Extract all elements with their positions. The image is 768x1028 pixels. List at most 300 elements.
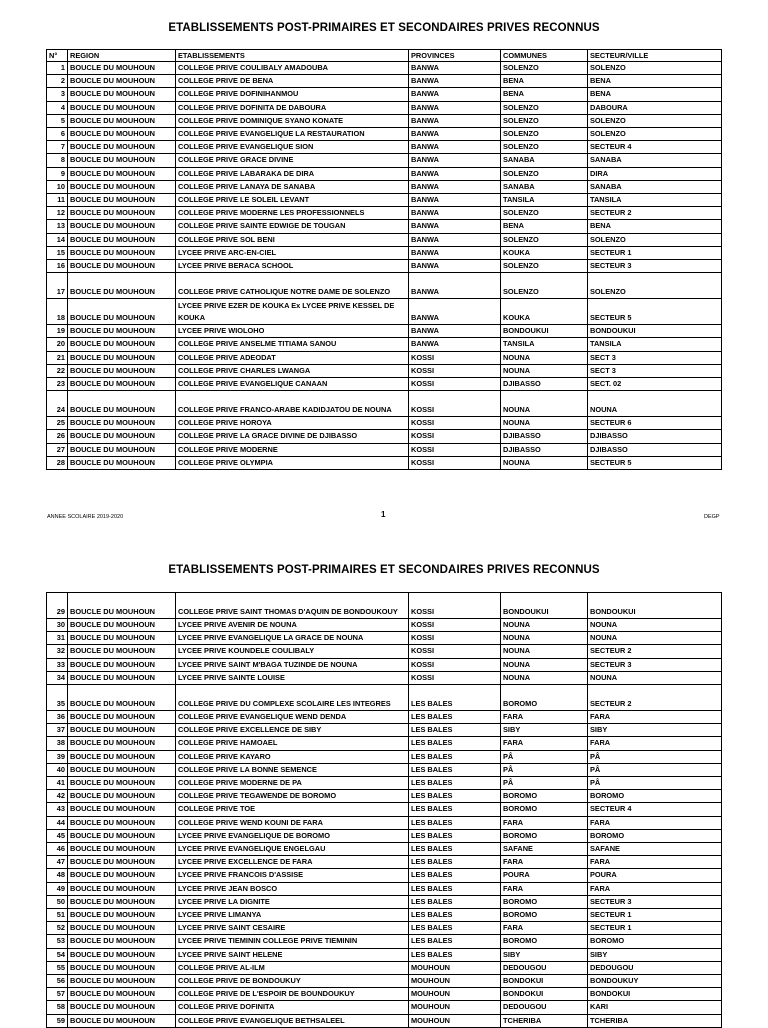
row-province: BANWA (409, 194, 501, 207)
row-region: BOUCLE DU MOUHOUN (68, 273, 176, 299)
row-region: BOUCLE DU MOUHOUN (68, 391, 176, 417)
row-sector: BONDOUKUY (588, 975, 722, 988)
row-establishment: COLLEGE PRIVE DE BONDOUKUY (176, 975, 409, 988)
row-province: KOSSI (409, 391, 501, 417)
row-establishment: COLLEGE PRIVE MODERNE DE PA (176, 777, 409, 790)
row-province: LES BALES (409, 895, 501, 908)
row-sector: DJIBASSO (588, 430, 722, 443)
table-row (47, 75, 722, 88)
row-province: LES BALES (409, 869, 501, 882)
row-commune: NOUNA (501, 364, 588, 377)
row-number: 44 (47, 816, 68, 829)
row-number: 14 (47, 233, 68, 246)
row-number: 31 (47, 632, 68, 645)
row-province: LES BALES (409, 856, 501, 869)
row-province: LES BALES (409, 724, 501, 737)
row-number: 39 (47, 750, 68, 763)
row-establishment: COLLEGE PRIVE LA GRACE DIVINE DE DJIBASSO (176, 430, 409, 443)
row-number: 28 (47, 456, 68, 469)
row-commune: PÂ (501, 750, 588, 763)
row-region: BOUCLE DU MOUHOUN (68, 1014, 176, 1027)
row-number: 2 (47, 75, 68, 88)
row-establishment: COLLEGE PRIVE TEGAWENDE DE BOROMO (176, 790, 409, 803)
row-number: 20 (47, 338, 68, 351)
row-number: 54 (47, 948, 68, 961)
table-row (47, 935, 722, 948)
row-number: 56 (47, 975, 68, 988)
row-province: BANWA (409, 338, 501, 351)
row-sector: BOROMO (588, 935, 722, 948)
footer-school-year: ANNEE SCOLAIRE 2019-2020 (47, 514, 124, 520)
table-row (47, 351, 722, 364)
row-commune: SOLENZO (501, 273, 588, 299)
row-province: KOSSI (409, 351, 501, 364)
row-number: 19 (47, 325, 68, 338)
row-province: MOUHOUN (409, 961, 501, 974)
row-region: BOUCLE DU MOUHOUN (68, 803, 176, 816)
row-province: BANWA (409, 260, 501, 273)
row-establishment: COLLEGE PRIVE TOE (176, 803, 409, 816)
row-commune: TANSILA (501, 194, 588, 207)
row-sector: SOLENZO (588, 128, 722, 141)
row-establishment: LYCEE PRIVE SAINT HELENE (176, 948, 409, 961)
row-commune: DJIBASSO (501, 430, 588, 443)
row-province: BANWA (409, 75, 501, 88)
row-establishment: COLLEGE PRIVE LA BONNE SEMENCE (176, 763, 409, 776)
row-province: KOSSI (409, 658, 501, 671)
row-number: 45 (47, 829, 68, 842)
row-number: 49 (47, 882, 68, 895)
row-region: BOUCLE DU MOUHOUN (68, 763, 176, 776)
row-region: BOUCLE DU MOUHOUN (68, 593, 176, 619)
row-province: MOUHOUN (409, 988, 501, 1001)
row-commune: DEDOUGOU (501, 961, 588, 974)
table-body-page-2 (47, 593, 722, 1028)
row-province: BANWA (409, 207, 501, 220)
row-commune: SOLENZO (501, 167, 588, 180)
row-establishment: COLLEGE PRIVE DOFINITA (176, 1001, 409, 1014)
row-establishment: COLLEGE PRIVE CATHOLIQUE NOTRE DAME DE SOLENZO (176, 273, 409, 299)
row-region: BOUCLE DU MOUHOUN (68, 988, 176, 1001)
row-region: BOUCLE DU MOUHOUN (68, 829, 176, 842)
row-number: 59 (47, 1014, 68, 1027)
row-commune: SOLENZO (501, 101, 588, 114)
row-region: BOUCLE DU MOUHOUN (68, 180, 176, 193)
row-establishment: COLLEGE PRIVE LE SOLEIL LEVANT (176, 194, 409, 207)
row-region: BOUCLE DU MOUHOUN (68, 62, 176, 75)
row-region: BOUCLE DU MOUHOUN (68, 935, 176, 948)
row-province: BANWA (409, 101, 501, 114)
row-region: BOUCLE DU MOUHOUN (68, 869, 176, 882)
row-sector: SECT 3 (588, 351, 722, 364)
row-sector: FARA (588, 711, 722, 724)
row-sector: NOUNA (588, 619, 722, 632)
row-province: MOUHOUN (409, 1014, 501, 1027)
row-establishment: COLLEGE PRIVE DU COMPLEXE SCOLAIRE LES INTEGRES (176, 685, 409, 711)
table-row (47, 207, 722, 220)
row-commune: FARA (501, 922, 588, 935)
table-header-row (47, 50, 722, 62)
row-number: 25 (47, 417, 68, 430)
row-sector: SECT. 02 (588, 378, 722, 391)
row-establishment: LYCEE PRIVE SAINT CESAIRE (176, 922, 409, 935)
row-number: 12 (47, 207, 68, 220)
table-row (47, 869, 722, 882)
row-establishment: COLLEGE PRIVE GRACE DIVINE (176, 154, 409, 167)
row-establishment: COLLEGE PRIVE EVANGELIQUE BETHSALEEL (176, 1014, 409, 1027)
table-row (47, 417, 722, 430)
table-row (47, 88, 722, 101)
row-sector: DABOURA (588, 101, 722, 114)
row-establishment: COLLEGE PRIVE DOMINIQUE SYANO KONATE (176, 114, 409, 127)
row-number: 5 (47, 114, 68, 127)
row-province: BANWA (409, 141, 501, 154)
row-number: 27 (47, 443, 68, 456)
row-number: 1 (47, 62, 68, 75)
row-commune: TANSILA (501, 338, 588, 351)
row-province: LES BALES (409, 790, 501, 803)
row-province: LES BALES (409, 803, 501, 816)
row-sector: BENA (588, 220, 722, 233)
row-commune: SIBY (501, 948, 588, 961)
row-sector: SOLENZO (588, 273, 722, 299)
row-commune: FARA (501, 882, 588, 895)
table-body-page-1 (47, 62, 722, 470)
row-sector: NOUNA (588, 632, 722, 645)
row-establishment: LYCEE PRIVE AVENIR DE NOUNA (176, 619, 409, 632)
row-province: LES BALES (409, 685, 501, 711)
row-establishment: LYCEE PRIVE EZER DE KOUKA Ex LYCEE PRIVE KESSEL DE KOUKA (176, 299, 409, 325)
row-sector: SECTEUR 3 (588, 895, 722, 908)
row-region: BOUCLE DU MOUHOUN (68, 711, 176, 724)
row-province: LES BALES (409, 909, 501, 922)
row-number: 10 (47, 180, 68, 193)
row-region: BOUCLE DU MOUHOUN (68, 167, 176, 180)
row-commune: SANABA (501, 154, 588, 167)
row-establishment: LYCEE PRIVE ARC-EN-CIEL (176, 246, 409, 259)
table-row (47, 233, 722, 246)
row-sector: NOUNA (588, 671, 722, 684)
table-row (47, 895, 722, 908)
row-province: BANWA (409, 325, 501, 338)
row-commune: BOROMO (501, 803, 588, 816)
row-sector: SECTEUR 4 (588, 141, 722, 154)
table-row (47, 299, 722, 325)
row-establishment: COLLEGE PRIVE EXCELLENCE DE SIBY (176, 724, 409, 737)
row-commune: NOUNA (501, 391, 588, 417)
table-row (47, 948, 722, 961)
row-province: KOSSI (409, 645, 501, 658)
row-sector: PÂ (588, 763, 722, 776)
row-province: BANWA (409, 128, 501, 141)
table-row (47, 364, 722, 377)
row-region: BOUCLE DU MOUHOUN (68, 671, 176, 684)
row-sector: DEDOUGOU (588, 961, 722, 974)
row-commune: SANABA (501, 180, 588, 193)
row-sector: BONDOUKUI (588, 325, 722, 338)
row-region: BOUCLE DU MOUHOUN (68, 843, 176, 856)
row-commune: SOLENZO (501, 62, 588, 75)
row-sector: SECTEUR 3 (588, 658, 722, 671)
row-sector: FARA (588, 882, 722, 895)
row-province: BANWA (409, 273, 501, 299)
row-province: LES BALES (409, 843, 501, 856)
row-region: BOUCLE DU MOUHOUN (68, 338, 176, 351)
row-region: BOUCLE DU MOUHOUN (68, 430, 176, 443)
row-establishment: LYCEE PRIVE WIOLOHO (176, 325, 409, 338)
row-establishment: COLLEGE PRIVE DOFINIHANMOU (176, 88, 409, 101)
table-row (47, 246, 722, 259)
row-commune: BENA (501, 220, 588, 233)
row-province: BANWA (409, 62, 501, 75)
row-commune: BONDOKUI (501, 988, 588, 1001)
row-sector: BOROMO (588, 790, 722, 803)
row-region: BOUCLE DU MOUHOUN (68, 75, 176, 88)
row-number: 40 (47, 763, 68, 776)
row-sector: SECTEUR 5 (588, 299, 722, 325)
table-row (47, 843, 722, 856)
row-number: 32 (47, 645, 68, 658)
row-commune: BONDOKUI (501, 975, 588, 988)
row-commune: SOLENZO (501, 233, 588, 246)
row-sector: BENA (588, 75, 722, 88)
row-commune: BENA (501, 88, 588, 101)
row-number: 9 (47, 167, 68, 180)
row-establishment: COLLEGE PRIVE EVANGELIQUE CANAAN (176, 378, 409, 391)
row-commune: FARA (501, 816, 588, 829)
row-establishment: LYCEE PRIVE LIMANYA (176, 909, 409, 922)
row-number: 15 (47, 246, 68, 259)
row-commune: BOROMO (501, 829, 588, 842)
row-sector: TANSILA (588, 338, 722, 351)
table-row (47, 975, 722, 988)
row-commune: SOLENZO (501, 207, 588, 220)
row-commune: BOROMO (501, 685, 588, 711)
table-row (47, 443, 722, 456)
table-row (47, 114, 722, 127)
header-communes: COMMUNES (501, 50, 588, 62)
row-commune: BONDOUKUI (501, 325, 588, 338)
row-region: BOUCLE DU MOUHOUN (68, 351, 176, 364)
row-commune: SOLENZO (501, 141, 588, 154)
table-row (47, 882, 722, 895)
row-sector: BENA (588, 88, 722, 101)
table-row (47, 777, 722, 790)
table-row (47, 593, 722, 619)
table-row (47, 737, 722, 750)
row-establishment: COLLEGE PRIVE ANSELME TITIAMA SANOU (176, 338, 409, 351)
row-sector: FARA (588, 856, 722, 869)
row-establishment: LYCEE PRIVE BERACA SCHOOL (176, 260, 409, 273)
row-sector: FARA (588, 737, 722, 750)
row-commune: BOROMO (501, 909, 588, 922)
row-establishment: COLLEGE PRIVE OLYMPIA (176, 456, 409, 469)
row-province: LES BALES (409, 737, 501, 750)
row-number: 46 (47, 843, 68, 856)
table-row (47, 750, 722, 763)
row-sector: TCHERIBA (588, 1014, 722, 1027)
row-sector: SIBY (588, 724, 722, 737)
row-establishment: LYCEE PRIVE KOUNDELE COULIBALY (176, 645, 409, 658)
row-province: LES BALES (409, 882, 501, 895)
row-region: BOUCLE DU MOUHOUN (68, 922, 176, 935)
row-number: 58 (47, 1001, 68, 1014)
row-establishment: COLLEGE PRIVE KAYARO (176, 750, 409, 763)
table-row (47, 273, 722, 299)
table-row (47, 1014, 722, 1027)
schools-table-page-2 (46, 592, 722, 1028)
row-region: BOUCLE DU MOUHOUN (68, 233, 176, 246)
table-row (47, 829, 722, 842)
row-number: 34 (47, 671, 68, 684)
row-establishment: COLLEGE PRIVE HOROYA (176, 417, 409, 430)
row-establishment: LYCEE PRIVE EVANGELIQUE ENGELGAU (176, 843, 409, 856)
row-number: 43 (47, 803, 68, 816)
row-establishment: COLLEGE PRIVE AL-ILM (176, 961, 409, 974)
row-number: 18 (47, 299, 68, 325)
row-province: KOSSI (409, 671, 501, 684)
row-sector: SECTEUR 1 (588, 909, 722, 922)
table-row (47, 430, 722, 443)
row-number: 13 (47, 220, 68, 233)
row-province: MOUHOUN (409, 1001, 501, 1014)
row-number: 51 (47, 909, 68, 922)
row-number: 48 (47, 869, 68, 882)
row-commune: NOUNA (501, 658, 588, 671)
row-region: BOUCLE DU MOUHOUN (68, 816, 176, 829)
row-province: BANWA (409, 88, 501, 101)
row-region: BOUCLE DU MOUHOUN (68, 790, 176, 803)
row-establishment: COLLEGE PRIVE DOFINITA DE DABOURA (176, 101, 409, 114)
row-region: BOUCLE DU MOUHOUN (68, 961, 176, 974)
header-number: N° (47, 50, 68, 62)
row-region: BOUCLE DU MOUHOUN (68, 909, 176, 922)
row-commune: DJIBASSO (501, 378, 588, 391)
row-number: 35 (47, 685, 68, 711)
row-province: LES BALES (409, 816, 501, 829)
row-sector: SECTEUR 4 (588, 803, 722, 816)
row-region: BOUCLE DU MOUHOUN (68, 619, 176, 632)
row-province: KOSSI (409, 456, 501, 469)
row-commune: SOLENZO (501, 260, 588, 273)
row-sector: PÂ (588, 777, 722, 790)
footer-page-number: 1 (381, 510, 386, 519)
row-region: BOUCLE DU MOUHOUN (68, 632, 176, 645)
row-province: KOSSI (409, 632, 501, 645)
row-province: KOSSI (409, 593, 501, 619)
row-sector: SAFANE (588, 843, 722, 856)
row-commune: BOROMO (501, 895, 588, 908)
row-number: 6 (47, 128, 68, 141)
row-establishment: LYCEE PRIVE SAINTE LOUISE (176, 671, 409, 684)
row-commune: NOUNA (501, 619, 588, 632)
row-province: BANWA (409, 299, 501, 325)
row-sector: FARA (588, 816, 722, 829)
row-number: 8 (47, 154, 68, 167)
row-number: 42 (47, 790, 68, 803)
row-sector: KARI (588, 1001, 722, 1014)
row-sector: SIBY (588, 948, 722, 961)
header-region: REGION (68, 50, 176, 62)
row-number: 52 (47, 922, 68, 935)
table-row (47, 391, 722, 417)
row-establishment: COLLEGE PRIVE HAMOAEL (176, 737, 409, 750)
row-sector: SECTEUR 1 (588, 246, 722, 259)
row-number: 4 (47, 101, 68, 114)
row-region: BOUCLE DU MOUHOUN (68, 895, 176, 908)
row-region: BOUCLE DU MOUHOUN (68, 220, 176, 233)
row-region: BOUCLE DU MOUHOUN (68, 685, 176, 711)
row-commune: SAFANE (501, 843, 588, 856)
row-region: BOUCLE DU MOUHOUN (68, 364, 176, 377)
page-1-title: ETABLISSEMENTS POST-PRIMAIRES ET SECONDAIRES PRIVES RECONNUS (168, 22, 600, 34)
row-province: LES BALES (409, 777, 501, 790)
row-province: LES BALES (409, 829, 501, 842)
row-commune: BENA (501, 75, 588, 88)
row-sector: SECTEUR 2 (588, 645, 722, 658)
table-row (47, 338, 722, 351)
row-sector: SECTEUR 2 (588, 207, 722, 220)
table-row (47, 803, 722, 816)
table-row (47, 724, 722, 737)
row-establishment: COLLEGE PRIVE CHARLES LWANGA (176, 364, 409, 377)
row-number: 47 (47, 856, 68, 869)
table-row (47, 671, 722, 684)
row-establishment: COLLEGE PRIVE EVANGELIQUE LA RESTAURATION (176, 128, 409, 141)
row-number: 11 (47, 194, 68, 207)
row-commune: DJIBASSO (501, 443, 588, 456)
row-region: BOUCLE DU MOUHOUN (68, 750, 176, 763)
page-2-title: ETABLISSEMENTS POST-PRIMAIRES ET SECONDAIRES PRIVES RECONNUS (168, 564, 600, 576)
row-region: BOUCLE DU MOUHOUN (68, 1001, 176, 1014)
row-sector: NOUNA (588, 391, 722, 417)
row-commune: TCHERIBA (501, 1014, 588, 1027)
row-establishment: LYCEE PRIVE EXCELLENCE DE FARA (176, 856, 409, 869)
row-commune: NOUNA (501, 456, 588, 469)
table-row (47, 180, 722, 193)
row-sector: SOLENZO (588, 233, 722, 246)
row-province: BANWA (409, 114, 501, 127)
row-sector: PÂ (588, 750, 722, 763)
row-sector: DJIBASSO (588, 443, 722, 456)
row-commune: DEDOUGOU (501, 1001, 588, 1014)
row-region: BOUCLE DU MOUHOUN (68, 101, 176, 114)
table-row (47, 141, 722, 154)
row-province: LES BALES (409, 711, 501, 724)
row-number: 53 (47, 935, 68, 948)
row-province: BANWA (409, 220, 501, 233)
row-region: BOUCLE DU MOUHOUN (68, 456, 176, 469)
row-number: 30 (47, 619, 68, 632)
row-sector: DIRA (588, 167, 722, 180)
row-commune: KOUKA (501, 246, 588, 259)
row-establishment: COLLEGE PRIVE WEND KOUNI DE FARA (176, 816, 409, 829)
table-row (47, 856, 722, 869)
table-row (47, 62, 722, 75)
row-establishment: COLLEGE PRIVE SAINTE EDWIGE DE TOUGAN (176, 220, 409, 233)
row-province: BANWA (409, 233, 501, 246)
row-region: BOUCLE DU MOUHOUN (68, 299, 176, 325)
row-establishment: COLLEGE PRIVE DE L'ESPOIR DE BOUNDOUKUY (176, 988, 409, 1001)
row-province: KOSSI (409, 378, 501, 391)
row-region: BOUCLE DU MOUHOUN (68, 246, 176, 259)
table-row (47, 658, 722, 671)
row-region: BOUCLE DU MOUHOUN (68, 777, 176, 790)
row-establishment: COLLEGE PRIVE EVANGELIQUE WEND DENDA (176, 711, 409, 724)
row-establishment: LYCEE PRIVE TIEMININ COLLEGE PRIVE TIEMININ (176, 935, 409, 948)
table-row (47, 220, 722, 233)
row-region: BOUCLE DU MOUHOUN (68, 154, 176, 167)
